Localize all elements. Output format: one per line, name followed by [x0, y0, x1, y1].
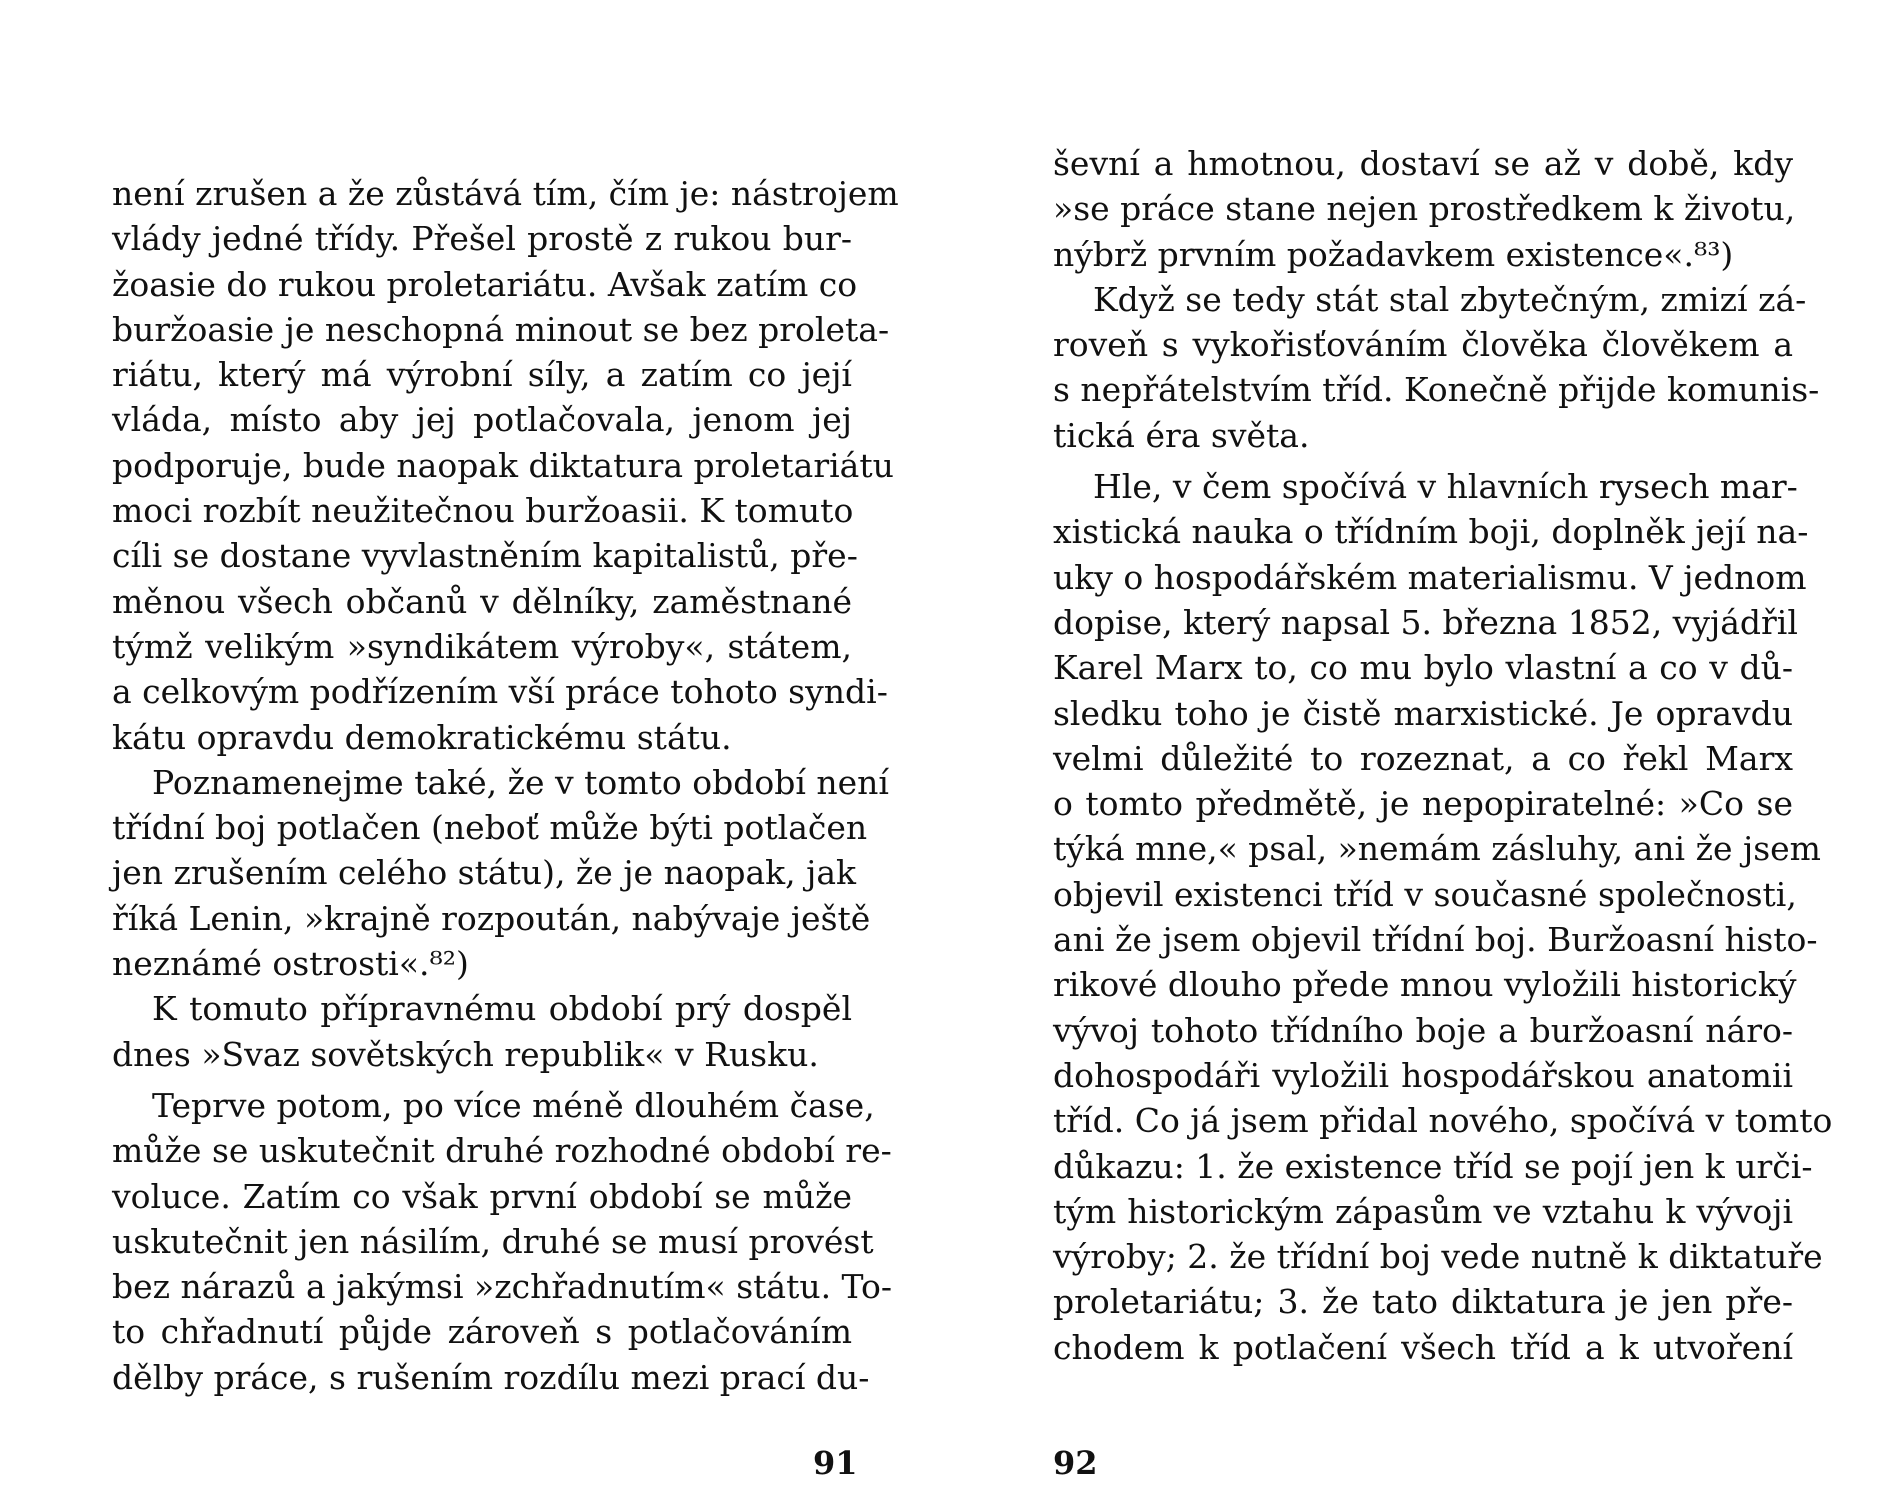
text-line: »se práce stane nejen prostředkem k životu, [1053, 189, 1796, 229]
text-line: nýbrž prvním požadavkem existence«.⁸³) [1053, 234, 1734, 274]
text-line: může se uskutečnit druhé rozhodné období re- [112, 1131, 892, 1171]
text-line: dnes »Svaz sovětských republik« v Rusku. [112, 1034, 819, 1074]
text-line: žoasie do rukou proletariátu. Avšak zatím co [112, 264, 858, 304]
text-line: ševní a hmotnou, dostaví se až v době, kdy [1053, 144, 1793, 183]
text-line: neznámé ostrosti«.⁸²) [112, 944, 469, 984]
text-line: kátu opravdu demokratickému státu. [112, 717, 732, 757]
text-line: vývoj tohoto třídního boje a buržoasní náro- [1053, 1010, 1793, 1050]
text-line: buržoasie je neschopná minout se bez proleta- [112, 309, 890, 349]
text-line: důkazu: 1. že existence tříd se pojí jen k urči- [1053, 1146, 1813, 1186]
text-line: týká mne,« psal, »nemám zásluhy, ani že jsem [1053, 829, 1821, 869]
page-number: 91 [813, 1444, 858, 1482]
text-line: velmi důležité to rozeznat, a co řekl Marx [1053, 738, 1793, 778]
text-line: říká Lenin, »krajně rozpoután, nabývaje ještě [112, 898, 871, 938]
text-line: voluce. Zatím co však první období se může [112, 1176, 852, 1216]
text-line: ani že jsem objevil třídní boj. Buržoasní histo- [1053, 920, 1818, 960]
text-line: Když se tedy stát stal zbytečným, zmizí zá- [1093, 279, 1807, 319]
text-line: chodem k potlačení všech tříd a k utvoření [1053, 1327, 1793, 1367]
text-line: roveň s vykořisťováním člověka člověkem a [1053, 325, 1793, 365]
text-line: vlády jedné třídy. Přešel prostě z rukou bur- [112, 219, 852, 259]
text-line: uskutečnit jen násilím, druhé se musí provést [112, 1221, 874, 1261]
text-line: měnou všech občanů v dělníky, zaměstnané [112, 581, 852, 621]
text-line: xistická nauka o třídním boji, doplněk její na- [1053, 512, 1809, 552]
text-line: objevil existenci tříd v současné společnosti, [1053, 874, 1797, 914]
text-line: riátu, který má výrobní síly, a zatím co její [112, 355, 852, 395]
text-line: dopise, který napsal 5. března 1852, vyjádřil [1053, 602, 1798, 642]
page-number: 92 [1053, 1444, 1098, 1482]
right-page-text [1053, 141, 1833, 1370]
text-line: cíli se dostane vyvlastněním kapitalistů, pře- [112, 536, 858, 576]
text-line: jen zrušením celého státu), že je naopak, jak [112, 853, 857, 893]
text-line: tříd. Co já jsem přidal nového, spočívá v tomto [1053, 1101, 1833, 1141]
text-line: o tomto předmětě, je nepopiratelné: »Co se [1053, 784, 1793, 824]
text-line: Teprve potom, po více méně dlouhém čase, [152, 1085, 875, 1125]
text-line: sledku toho je čistě marxistické. Je opravdu [1053, 693, 1793, 733]
text-line: K tomuto přípravnému období prý dospěl [152, 989, 852, 1029]
left-page-text [112, 171, 899, 1400]
text-line: vláda, místo aby jej potlačovala, jenom jej [112, 400, 852, 440]
text-line: proletariátu; 3. že tato diktatura je jen pře- [1053, 1282, 1793, 1322]
text-line: s nepřátelstvím tříd. Konečně přijde komunis- [1053, 370, 1820, 410]
text-line: není zrušen a že zůstává tím, čím je: nástrojem [112, 174, 899, 213]
text-line: dělby práce, s rušením rozdílu mezi prací du- [112, 1357, 870, 1397]
text-line: uky o hospodářském materialismu. V jednom [1053, 557, 1807, 597]
text-line: dohospodáři vyložili hospodářskou anatomii [1053, 1055, 1793, 1095]
text-line: Poznamenejme také, že v tomto období není [152, 762, 889, 802]
text-line: podporuje, bude naopak diktatura proletariátu [112, 445, 894, 485]
text-line: týmž velikým »syndikátem výroby«, státem, [112, 626, 852, 666]
text-line: to chřadnutí půjde zároveň s potlačováním [112, 1312, 852, 1352]
text-line: Karel Marx to, co mu bylo vlastní a co v dů- [1053, 648, 1793, 688]
text-line: a celkovým podřízením vší práce tohoto syndi- [112, 672, 888, 712]
right-page [949, 0, 1898, 1500]
text-line: třídní boj potlačen (neboť může býti potlačen [112, 808, 868, 848]
text-line: rikové dlouho přede mnou vyložili historický [1053, 965, 1797, 1005]
text-line: Hle, v čem spočívá v hlavních rysech mar- [1093, 467, 1798, 507]
text-line: tým historickým zápasům ve vztahu k vývoji [1053, 1191, 1793, 1231]
text-line: výroby; 2. že třídní boj vede nutně k diktatuře [1053, 1237, 1823, 1277]
text-line: bez nárazů a jakýmsi »zchřadnutím« státu. To- [112, 1267, 893, 1307]
text-line: tická éra světa. [1053, 415, 1310, 455]
text-line: moci rozbít neužitečnou buržoasii. K tomuto [112, 491, 854, 531]
